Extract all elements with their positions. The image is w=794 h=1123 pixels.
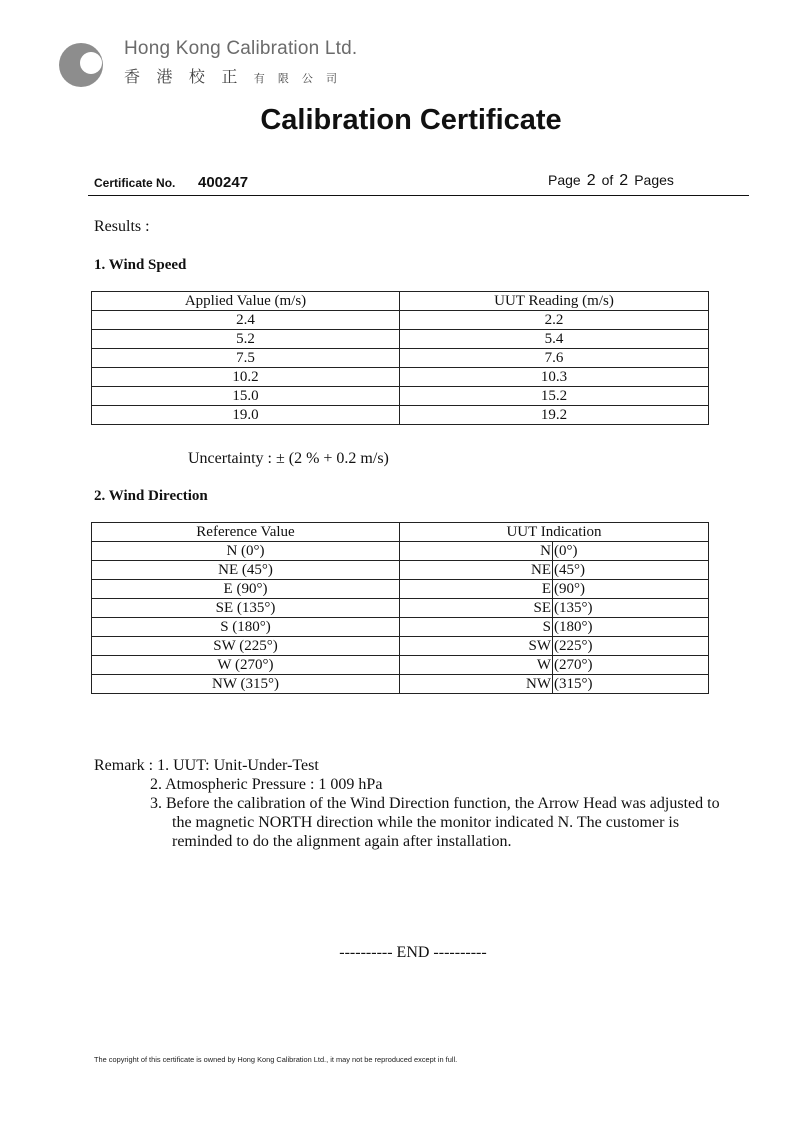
wind-speed-section-title: 1. Wind Speed (94, 257, 187, 273)
company-name-chinese-main: 香 港 校 正 (124, 69, 244, 86)
uut-indication-cell (400, 656, 709, 675)
wind-direction-table (91, 522, 709, 694)
uut-reading-cell: 15.2 (400, 387, 709, 406)
reference-value-cell: NE (45°) (92, 561, 400, 580)
reference-value-cell: NW (315°) (92, 675, 400, 694)
table-header-row (92, 292, 709, 311)
page-of-label: of (601, 172, 614, 188)
copyright-notice: The copyright of this certificate is owned by Hong Kong Calibration Ltd., it may not be reproduced except in full. (94, 1055, 458, 1064)
uut-reading-cell: 5.4 (400, 330, 709, 349)
applied-value-cell: 10.2 (92, 368, 400, 387)
reference-value-cell: S (180°) (92, 618, 400, 637)
header-divider (88, 195, 749, 196)
uut-reading-cell: 10.3 (400, 368, 709, 387)
reference-value-cell: SW (225°) (92, 637, 400, 656)
uut-degrees: (0°) (554, 543, 578, 559)
uut-reading-cell: 19.2 (400, 406, 709, 425)
table-row (92, 675, 709, 694)
column-header-uut-reading: UUT Reading (m/s) (400, 292, 709, 311)
uut-direction: S (400, 618, 553, 636)
table-row (92, 561, 709, 580)
uut-direction: NE (400, 561, 553, 579)
results-label: Results : (94, 218, 150, 235)
uut-indication-cell (400, 561, 709, 580)
uut-direction: SW (400, 637, 553, 655)
uut-degrees: (135°) (554, 600, 593, 616)
remark-line-5: reminded to do the alignment again after installation. (172, 833, 512, 850)
column-header-uut-indication: UUT Indication (400, 523, 709, 542)
remark-line-2: 2. Atmospheric Pressure : 1 009 hPa (150, 776, 383, 793)
uut-indication-cell (400, 618, 709, 637)
remark-line-1: Remark : 1. UUT: Unit-Under-Test (94, 757, 319, 774)
wind-speed-table (91, 291, 709, 425)
uut-indication-cell (400, 542, 709, 561)
certificate-number-label: Certificate No. (94, 176, 176, 190)
wind-speed-uncertainty: Uncertainty : ± (2 % + 0.2 m/s) (188, 450, 389, 467)
table-row (92, 656, 709, 675)
reference-value-cell: SE (135°) (92, 599, 400, 618)
table-row (92, 580, 709, 599)
uut-indication-cell (400, 637, 709, 656)
uut-degrees: (270°) (554, 657, 593, 673)
reference-value-cell: W (270°) (92, 656, 400, 675)
applied-value-cell: 5.2 (92, 330, 400, 349)
page-label: Page (548, 172, 581, 188)
table-row (92, 542, 709, 561)
applied-value-cell: 19.0 (92, 406, 400, 425)
pages-label: Pages (634, 172, 674, 188)
column-header-applied-value: Applied Value (m/s) (92, 292, 400, 311)
remark-line-4: the magnetic NORTH direction while the monitor indicated N. The customer is (172, 814, 680, 831)
table-row (92, 406, 709, 425)
uut-direction: N (400, 542, 553, 560)
uut-indication-cell (400, 599, 709, 618)
uut-degrees: (180°) (554, 619, 593, 635)
applied-value-cell: 7.5 (92, 349, 400, 368)
uut-degrees: (315°) (554, 676, 593, 692)
page-total: 2 (619, 172, 629, 189)
page-indicator (548, 172, 674, 190)
uut-reading-cell: 7.6 (400, 349, 709, 368)
table-row (92, 618, 709, 637)
company-name-english: Hong Kong Calibration Ltd. (124, 38, 358, 59)
uut-reading-cell: 2.2 (400, 311, 709, 330)
table-row (92, 368, 709, 387)
remark-line-3: 3. Before the calibration of the Wind Direction function, the Arrow Head was adjusted to (150, 795, 720, 812)
uut-indication-cell (400, 580, 709, 599)
document-title: Calibration Certificate (260, 104, 562, 136)
end-marker: ---------- END ---------- (339, 944, 487, 961)
reference-value-cell: E (90°) (92, 580, 400, 599)
uut-degrees: (45°) (554, 562, 585, 578)
reference-value-cell: N (0°) (92, 542, 400, 561)
table-header-row (92, 523, 709, 542)
column-header-reference-value: Reference Value (92, 523, 400, 542)
applied-value-cell: 2.4 (92, 311, 400, 330)
table-row (92, 599, 709, 618)
uut-degrees: (225°) (554, 638, 593, 654)
uut-indication-cell (400, 675, 709, 694)
table-row (92, 637, 709, 656)
applied-value-cell: 15.0 (92, 387, 400, 406)
table-row (92, 349, 709, 368)
wind-direction-section-title: 2. Wind Direction (94, 488, 208, 504)
uut-degrees: (90°) (554, 581, 585, 597)
uut-direction: E (400, 580, 553, 598)
table-row (92, 330, 709, 349)
certificate-number: 400247 (198, 174, 249, 191)
table-row (92, 311, 709, 330)
page-current: 2 (586, 172, 596, 189)
company-logo-icon (58, 42, 104, 88)
uut-direction: W (400, 656, 553, 674)
uut-direction: SE (400, 599, 553, 617)
remarks-block (94, 756, 744, 851)
uut-direction: NW (400, 675, 553, 693)
company-name-chinese (124, 64, 342, 87)
company-name-chinese-suffix: 有 限 公 司 (253, 73, 342, 85)
table-row (92, 387, 709, 406)
